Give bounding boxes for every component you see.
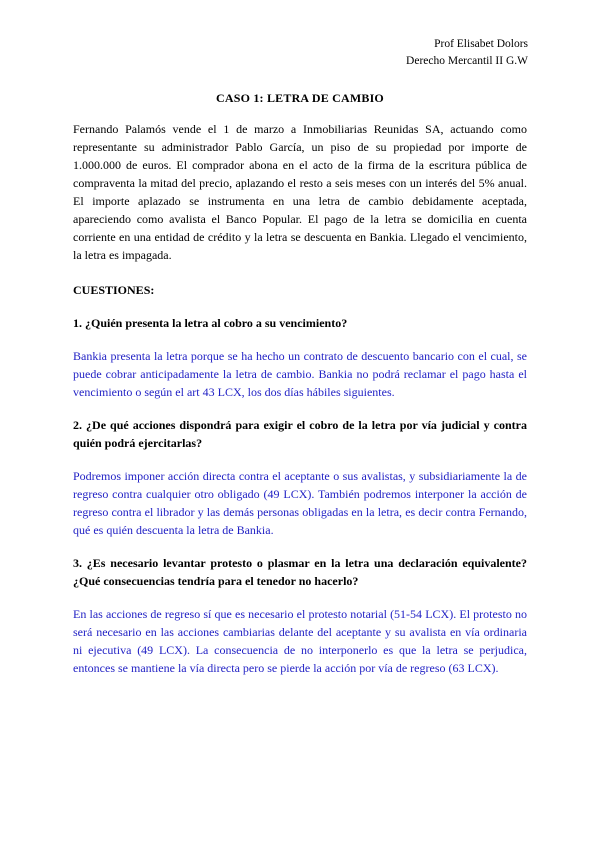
case-description: Fernando Palamós vende el 1 de marzo a Inmobiliarias Reunidas SA, actuando como representante su administrador Pablo García, un piso de su propiedad por importe de 1.000.000 de euros. El comprador abona en el acto de la firma de la escritura pública de compraventa la mitad del precio, aplazando el resto a seis meses con un interés del 5% anual. El importe aplazado se instrumenta en una letra de cambio debidamente aceptada, apareciendo como avalista el Banco Popular. El pago de la letra se domicilia en cuenta corriente en una entidad de crédito y la letra se descuenta en Bankia. Llegado el vencimiento, la letra es impagada. bbox=[73, 122, 527, 262]
questions-heading: CUESTIONES: bbox=[73, 283, 155, 297]
header-author: Prof Elisabet Dolors bbox=[434, 38, 528, 50]
question-2: 2. ¿De qué acciones dispondrá para exigir el cobro de la letra por vía judicial y contra quién podrá ejercitarlas? bbox=[73, 418, 527, 450]
answer-3: En las acciones de regreso sí que es necesario el protesto notarial (51-54 LCX). El protesto no será necesario en las acciones cambiarias delante del aceptante y su avalista en vía ordinaria ni ejecutiva (49 LCX). La consecuencia de no interponerlo es que la letra se perjudica, entonces se mantiene la vía directa pero se pierde la acción por vía de regreso (63 LCX). bbox=[73, 607, 527, 675]
answer-1: Bankia presenta la letra porque se ha hecho un contrato de descuento bancario con el cual, se puede cobrar anticipadamente la letra de cambio. Bankia no podrá reclamar el pago hasta el vencimiento o según el art 43 LCX, los dos días hábiles siguientes. bbox=[73, 349, 527, 399]
question-3: 3. ¿Es necesario levantar protesto o plasmar en la letra una declaración equivalente? ¿Qué consecuencias tendría para el tenedor no hacerlo? bbox=[73, 556, 527, 588]
answer-2: Podremos imponer acción directa contra el aceptante o sus avalistas, y subsidiariamente la de regreso contra cualquier otro obligado (49 LCX). También podremos interponer la acción de regreso contra el librador y las demás personas obligadas en la letra, es decir contra Fernando, qué es quién descuenta la letra de Bankia. bbox=[73, 469, 527, 537]
question-1: 1. ¿Quién presenta la letra al cobro a su vencimiento? bbox=[73, 316, 348, 330]
page-header bbox=[73, 36, 528, 70]
header-course: Derecho Mercantil II G.W bbox=[406, 55, 528, 67]
case-title: CASO 1: LETRA DE CAMBIO bbox=[216, 91, 384, 105]
